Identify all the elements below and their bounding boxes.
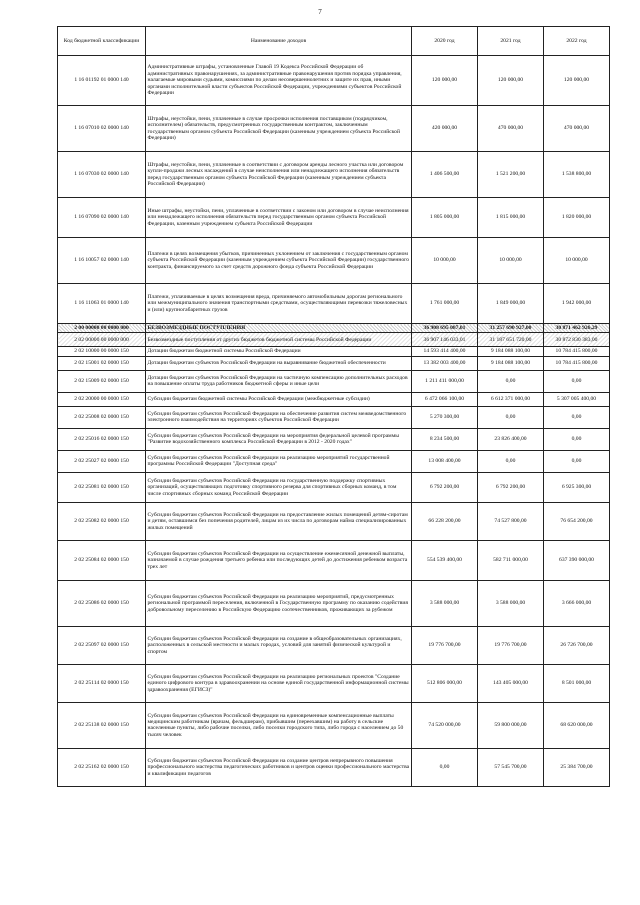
value-2020-cell: 8 234 500,00	[412, 428, 478, 450]
value-2020-cell: 6 792 200,00	[412, 472, 478, 502]
value-2022-cell: 637 390 000,00	[544, 540, 610, 580]
table-row	[58, 106, 610, 152]
header-2021: 2021 год	[478, 27, 544, 56]
code-cell: 1 16 11063 01 0000 140	[58, 284, 146, 324]
header-name: Наименование доходов	[146, 27, 412, 56]
value-2020-cell: 3 588 000,00	[412, 580, 478, 626]
table-row	[58, 450, 610, 472]
table-row	[58, 540, 610, 580]
value-2020-cell: 1 761 000,00	[412, 284, 478, 324]
value-2022-cell: 10 000,00	[544, 238, 610, 284]
name-cell: Административные штрафы, установленные Главой 19 Кодекса Российской Федерации об административных правонарушениях, за административные правонарушения против порядка управления, налагаемые мировыми судьями, комиссиями по делам несовершеннолетних и защите их прав, иными органами исполнительной власти субъектов Российской Федерации, учреждениями субъектов Российской Федерации	[146, 56, 412, 106]
value-2022-cell: 30 871 462 926,29	[544, 324, 610, 333]
name-cell: Субсидии бюджетам субъектов Российской Федерации на предоставление жилых помещений детям-сиротам и детям, оставшимся без попечения родителей, лицам из их числа по договорам найма специализированных жилых помещений	[146, 502, 412, 540]
value-2021-cell: 59 800 000,00	[478, 702, 544, 748]
code-cell: 2 02 25086 02 0000 150	[58, 580, 146, 626]
table-row	[58, 370, 610, 392]
value-2022-cell: 1 820 000,00	[544, 198, 610, 238]
table-row	[58, 238, 610, 284]
value-2021-cell: 6 612 371 000,00	[478, 392, 544, 406]
name-cell: Субсидии бюджетам субъектов Российской Федерации на государственную поддержку спортивных организаций, осуществляющих подготовку спортивного резерва для спортивных сборных команд, в том числе спортивных сборных команд Российской Федерации	[146, 472, 412, 502]
name-cell: Субсидии бюджетам субъектов Российской Федерации на реализацию мероприятий государственной программы Российской Федерации "Доступная среда"	[146, 450, 412, 472]
table-row	[58, 356, 610, 370]
page-number: 7	[318, 8, 322, 16]
table-row	[58, 333, 610, 347]
code-cell: 2 00 00000 00 0000 000	[58, 324, 146, 333]
value-2021-cell: 19 776 700,00	[478, 626, 544, 664]
value-2020-cell: 19 776 700,00	[412, 626, 478, 664]
value-2022-cell: 8 501 000,00	[544, 664, 610, 702]
value-2022-cell: 68 620 000,00	[544, 702, 610, 748]
value-2021-cell: 10 000,00	[478, 238, 544, 284]
code-cell: 2 02 25097 02 0000 150	[58, 626, 146, 664]
code-cell: 2 02 20000 00 0000 150	[58, 392, 146, 406]
code-cell: 2 02 25027 02 0000 150	[58, 450, 146, 472]
value-2020-cell: 10 000,00	[412, 238, 478, 284]
name-cell: Безвозмездные поступления от других бюджетов бюджетной системы Российской Федерации	[146, 333, 412, 347]
value-2022-cell: 0,00	[544, 370, 610, 392]
name-cell: Субсидии бюджетам субъектов Российской Федерации на реализацию мероприятий, предусмотренных региональной программой переселения, включенной в Государственную программу по оказанию содействия добровольному переселению в Российскую Федерацию соотечественников, проживающих за рубежом	[146, 580, 412, 626]
value-2022-cell: 26 726 700,00	[544, 626, 610, 664]
value-2022-cell: 3 666 000,00	[544, 580, 610, 626]
name-cell: Субсидии бюджетам субъектов Российской Федерации на создание в общеобразовательных организациях, расположенных в сельской местности и малых городах, условий для занятий физической культурой и спортом	[146, 626, 412, 664]
value-2022-cell: 0,00	[544, 428, 610, 450]
value-2022-cell: 1 942 000,00	[544, 284, 610, 324]
name-cell: Субсидии бюджетам субъектов Российской Федерации на единовременные компенсационные выплаты медицинским работникам (врачам, фельдшерам), прибывшим (переехавшим) на работу в сельские населенные пункты, либо рабочие поселки, либо поселки городского типа, либо города с населением до 50 тысяч человек	[146, 702, 412, 748]
table-row	[58, 406, 610, 428]
code-cell: 2 02 15001 02 0000 150	[58, 356, 146, 370]
table-row	[58, 324, 610, 333]
value-2020-cell: 36 907 146 033,01	[412, 333, 478, 347]
value-2021-cell: 31 187 651 720,00	[478, 333, 544, 347]
value-2021-cell: 6 792 200,00	[478, 472, 544, 502]
table-row	[58, 702, 610, 748]
table-row	[58, 428, 610, 450]
code-cell: 2 02 25162 02 0000 150	[58, 748, 146, 786]
code-cell: 2 02 25081 02 0000 150	[58, 472, 146, 502]
code-cell: 1 16 10057 02 0000 140	[58, 238, 146, 284]
name-cell: БЕЗВОЗМЕЗДНЫЕ ПОСТУПЛЕНИЯ	[146, 324, 412, 333]
value-2021-cell: 582 711 000,00	[478, 540, 544, 580]
value-2021-cell: 1 521 200,00	[478, 152, 544, 198]
value-2021-cell: 57 545 700,00	[478, 748, 544, 786]
value-2022-cell: 10 784 415 800,00	[544, 356, 610, 370]
code-cell: 1 16 07090 02 0000 140	[58, 198, 146, 238]
table-row	[58, 198, 610, 238]
value-2021-cell: 120 000,00	[478, 56, 544, 106]
name-cell: Платежи в целях возмещения убытков, причиненных уклонением от заключения с государственным органом субъекта Российской Федерации (казенным учреждением субъекта Российской Федерации) государственного контракта, финансируемого за счет средств дорожного фонда субъекта Российской Федерации	[146, 238, 412, 284]
table-row	[58, 502, 610, 540]
table-row	[58, 748, 610, 786]
name-cell: Субсидии бюджетам субъектов Российской Федерации на обеспечение развития систем межведомственного электронного взаимодействия на территориях субъектов Российской Федерации	[146, 406, 412, 428]
revenue-table	[57, 26, 610, 787]
value-2021-cell: 3 588 000,00	[478, 580, 544, 626]
header-2020: 2020 год	[412, 27, 478, 56]
value-2022-cell: 1 538 800,00	[544, 152, 610, 198]
name-cell: Дотации бюджетам субъектов Российской Федерации на выравнивание бюджетной обеспеченности	[146, 356, 412, 370]
table-row	[58, 56, 610, 106]
value-2022-cell: 5 307 005 400,00	[544, 392, 610, 406]
value-2022-cell: 0,00	[544, 450, 610, 472]
header-code: Код бюджетной классификации	[58, 27, 146, 56]
value-2022-cell: 6 925 300,00	[544, 472, 610, 502]
code-cell: 2 02 25008 02 0000 150	[58, 406, 146, 428]
value-2020-cell: 74 520 000,00	[412, 702, 478, 748]
value-2020-cell: 420 000,00	[412, 106, 478, 152]
value-2021-cell: 1 815 000,00	[478, 198, 544, 238]
value-2021-cell: 1 849 000,00	[478, 284, 544, 324]
name-cell: Дотации бюджетам субъектов Российской Федерации на частичную компенсацию дополнительных расходов на повышение оплаты труда работников бюджетной сферы и иные цели	[146, 370, 412, 392]
table-row	[58, 392, 610, 406]
value-2021-cell: 0,00	[478, 450, 544, 472]
code-cell: 1 16 07010 02 0000 140	[58, 106, 146, 152]
name-cell: Субсидии бюджетам субъектов Российской Федерации на создание центров непрерывного повышения профессионального мастерства педагогических работников и центров оценки профессионального мастерства и квалификации педагогов	[146, 748, 412, 786]
name-cell: Штрафы, неустойки, пени, уплаченные в случае просрочки исполнения поставщиком (подрядчиком, исполнителем) обязательств, предусмотренных государственным контрактом, заключенным государственным органом субъекта Российской Федерации (казенным учреждением субъекта Российской Федерации)	[146, 106, 412, 152]
value-2020-cell: 13 382 003 400,00	[412, 356, 478, 370]
code-cell: 1 16 01192 01 0000 140	[58, 56, 146, 106]
table-header-row	[58, 27, 610, 56]
value-2020-cell: 512 806 000,00	[412, 664, 478, 702]
code-cell: 1 16 07030 02 0000 140	[58, 152, 146, 198]
value-2021-cell: 74 527 800,00	[478, 502, 544, 540]
name-cell: Субсидии бюджетам бюджетной системы Российской Федерации (межбюджетные субсидии)	[146, 392, 412, 406]
table-row	[58, 664, 610, 702]
code-cell: 2 02 25138 02 0000 150	[58, 702, 146, 748]
table-row	[58, 152, 610, 198]
value-2020-cell: 0,00	[412, 748, 478, 786]
value-2020-cell: 66 228 200,00	[412, 502, 478, 540]
value-2022-cell: 0,00	[544, 406, 610, 428]
name-cell: Платежи, уплачиваемые в целях возмещения вреда, причиняемого автомобильным дорогам регионального или межмуниципального значения транспортными средствами, осуществляющими перевозки тяжеловесных и (или) крупногабаритных грузов	[146, 284, 412, 324]
value-2022-cell: 10 784 415 800,00	[544, 347, 610, 356]
table-row	[58, 284, 610, 324]
value-2020-cell: 36 908 695 087,01	[412, 324, 478, 333]
value-2021-cell: 9 184 088 100,00	[478, 356, 544, 370]
table-row	[58, 472, 610, 502]
code-cell: 2 02 25084 02 0000 150	[58, 540, 146, 580]
name-cell: Субсидии бюджетам субъектов Российской Федерации на мероприятия федеральной целевой программы "Развитие водохозяйственного комплекса Российской Федерации в 2012 - 2020 годах"	[146, 428, 412, 450]
code-cell: 2 02 10000 00 0000 150	[58, 347, 146, 356]
value-2020-cell: 1 805 000,00	[412, 198, 478, 238]
table-row	[58, 626, 610, 664]
value-2020-cell: 120 000,00	[412, 56, 478, 106]
value-2021-cell: 31 257 690 927,00	[478, 324, 544, 333]
name-cell: Штрафы, неустойки, пени, уплаченные в соответствии с договором аренды лесного участка или договором купли-продажи лесных насаждений в случае неисполнения или ненадлежащего исполнения обязательств перед государственным органом субъекта Российской Федерации (казенным учреждением субъекта Российской Федерации)	[146, 152, 412, 198]
value-2020-cell: 6 472 066 100,00	[412, 392, 478, 406]
value-2021-cell: 143 405 000,00	[478, 664, 544, 702]
name-cell: Субсидии бюджетам субъектов Российской Федерации на реализацию региональных проектов "Создание единого цифрового контура в здравоохранении на основе единой государственной информационной системы здравоохранения (ЕГИСЗ)"	[146, 664, 412, 702]
code-cell: 2 02 25114 02 0000 150	[58, 664, 146, 702]
value-2022-cell: 120 000,00	[544, 56, 610, 106]
value-2021-cell: 470 000,00	[478, 106, 544, 152]
value-2020-cell: 1 211 411 000,00	[412, 370, 478, 392]
value-2020-cell: 5 270 300,00	[412, 406, 478, 428]
value-2021-cell: 0,00	[478, 406, 544, 428]
code-cell: 2 02 00000 00 0000 000	[58, 333, 146, 347]
name-cell: Субсидии бюджетам субъектов Российской Федерации на осуществление ежемесячной денежной выплаты, назначаемой в случае рождения третьего ребенка или последующих детей до достижения ребенком возраста трех лет	[146, 540, 412, 580]
code-cell: 2 02 25016 02 0000 150	[58, 428, 146, 450]
code-cell: 2 02 25082 02 0000 150	[58, 502, 146, 540]
value-2021-cell: 9 184 088 100,00	[478, 347, 544, 356]
value-2022-cell: 76 654 200,00	[544, 502, 610, 540]
value-2020-cell: 13 008 400,00	[412, 450, 478, 472]
table-row	[58, 580, 610, 626]
value-2020-cell: 554 539 400,00	[412, 540, 478, 580]
value-2022-cell: 470 000,00	[544, 106, 610, 152]
name-cell: Дотации бюджетам бюджетной системы Российской Федерации	[146, 347, 412, 356]
name-cell: Иные штрафы, неустойки, пени, уплаченные в соответствии с законом или договором в случае неисполнения или ненадлежащего исполнения обязательств перед государственным органом субъекта Российской Федерации, казенным учреждением субъекта Российской Федерации	[146, 198, 412, 238]
value-2020-cell: 14 593 414 400,00	[412, 347, 478, 356]
value-2022-cell: 30 872 830 383,00	[544, 333, 610, 347]
value-2021-cell: 23 826 400,00	[478, 428, 544, 450]
table-row	[58, 347, 610, 356]
value-2020-cell: 1 406 500,00	[412, 152, 478, 198]
value-2022-cell: 25 384 700,00	[544, 748, 610, 786]
value-2021-cell: 0,00	[478, 370, 544, 392]
code-cell: 2 02 15009 02 0000 150	[58, 370, 146, 392]
header-2022: 2022 год	[544, 27, 610, 56]
